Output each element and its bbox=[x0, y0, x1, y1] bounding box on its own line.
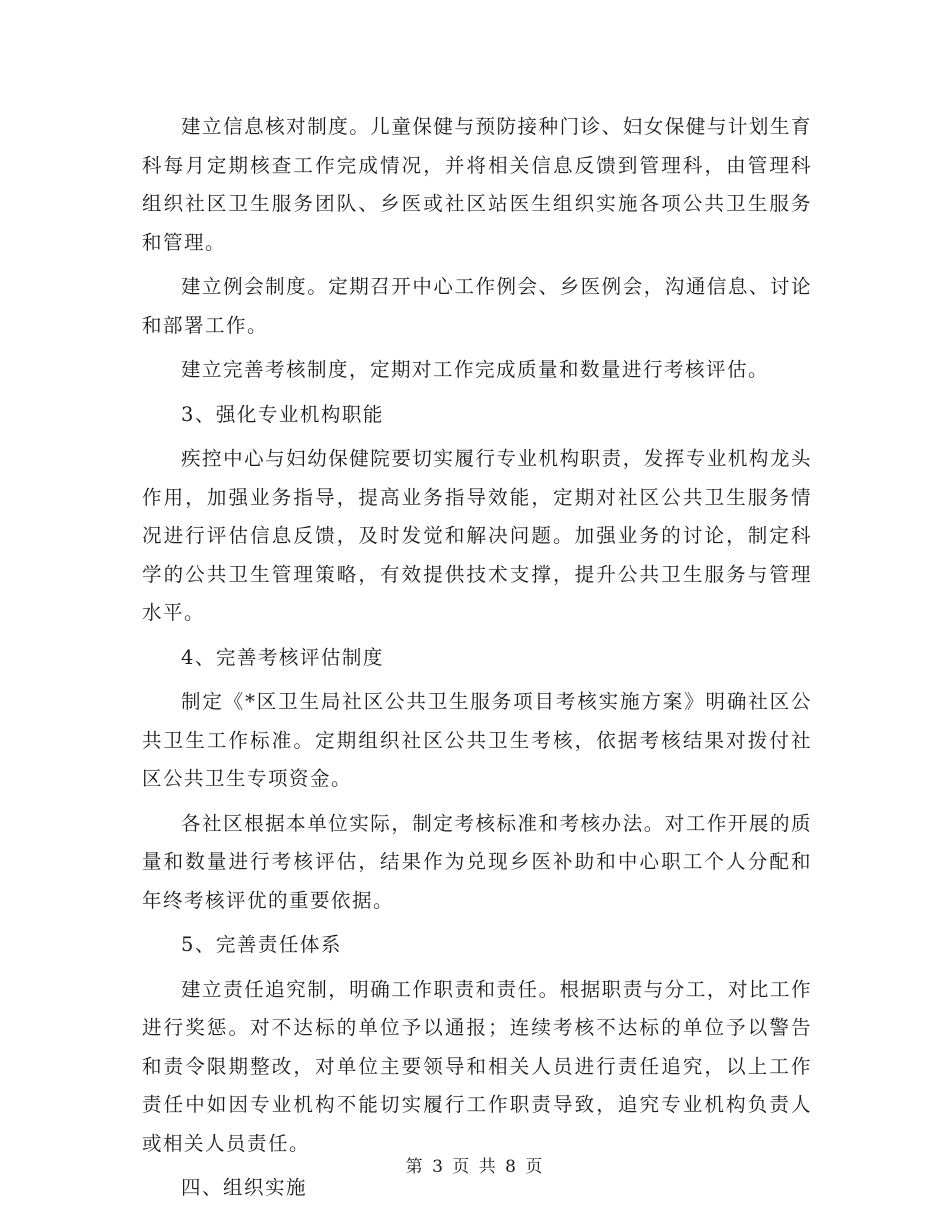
paragraph-assessment-plan: 制定《*区卫生局社区公共卫生服务项目考核实施方案》明确社区公共卫生工作标准。定期组织社区公共卫生考核，依据考核结果对拨付社区公共卫生专项资金。 bbox=[142, 690, 812, 790]
document-body bbox=[142, 108, 812, 1214]
paragraph-professional-institutions: 疾控中心与妇幼保健院要切实履行专业机构职责，发挥专业机构龙头作用，加强业务指导，提高业务指导效能，定期对社区公共卫生服务情况进行评估信息反馈，及时发觉和解决问题。加强业务的讨论，制定科学的公共卫生管理策略，有效提供技术支撑，提升公共卫生服务与管理水平。 bbox=[142, 447, 812, 624]
page-footer: 第 3 页 共 8 页 bbox=[405, 1157, 545, 1177]
section-heading-3: 3、强化专业机构职能 bbox=[181, 402, 384, 426]
paragraph-assessment-system: 建立完善考核制度，定期对工作完成质量和数量进行考核评估。 bbox=[181, 358, 770, 381]
paragraph-accountability: 建立责任追究制，明确工作职责和责任。根据职责与分工，对比工作进行奖惩。对不达标的单位予以通报；连续考核不达标的单位予以警告和责令限期整改，对单位主要领导和相关人员进行责任追究，以上工作责任中如因专业机构不能切实履行工作职责导致，追究专业机构负责人或相关人员责任。 bbox=[142, 977, 812, 1155]
paragraph-meeting-system: 建立例会制度。定期召开中心工作例会、乡医例会，沟通信息、讨论和部署工作。 bbox=[142, 275, 812, 337]
section-heading-5: 5、完善责任体系 bbox=[181, 933, 342, 956]
section-heading-4: 4、完善考核评估制度 bbox=[181, 645, 384, 669]
section-heading-four: 四、组织实施 bbox=[181, 1176, 308, 1199]
paragraph-info-verification: 建立信息核对制度。儿童保健与预防接种门诊、妇女保健与计划生育科每月定期核查工作完成情况，并将相关信息反馈到管理科，由管理科组织社区卫生服务团队、乡医或社区站医生组织实施各项公共卫生服务和管理。 bbox=[142, 115, 812, 254]
paragraph-community-standards: 各社区根据本单位实际，制定考核标准和考核办法。对工作开展的质量和数量进行考核评估，结果作为兑现乡医补助和中心职工个人分配和年终考核评优的重要依据。 bbox=[142, 811, 812, 912]
